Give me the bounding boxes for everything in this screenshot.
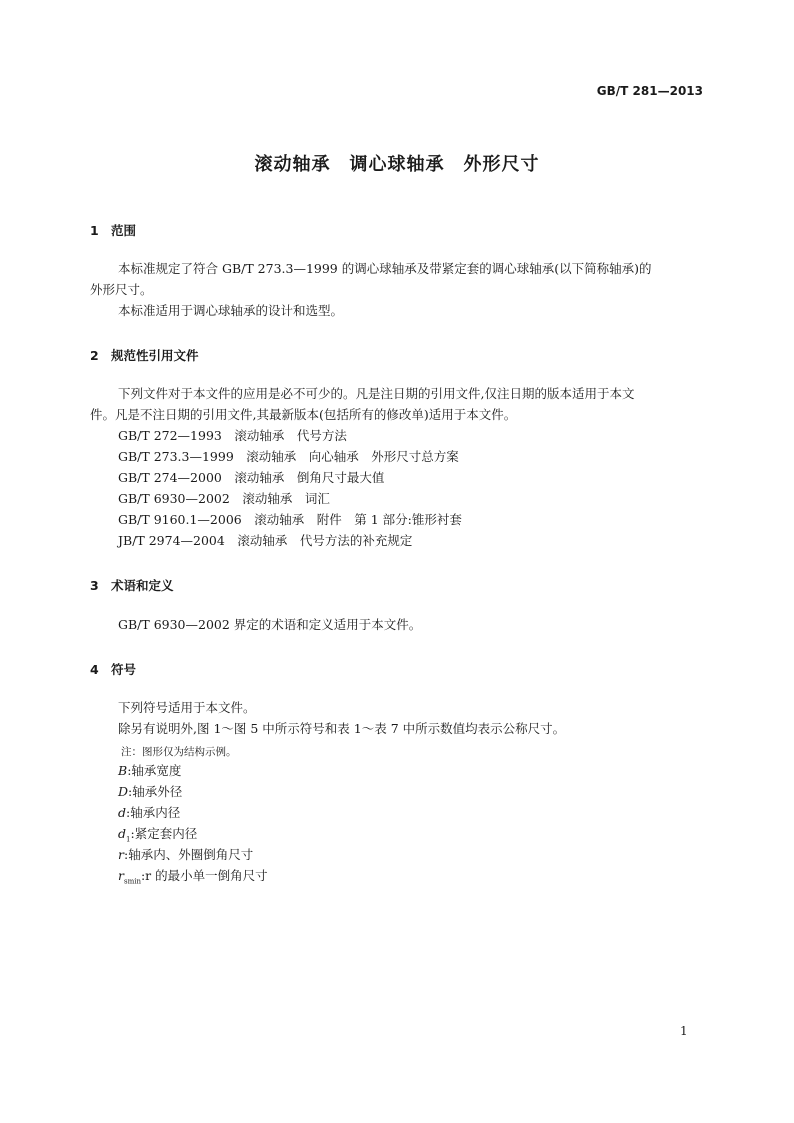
section-1-heading [90,221,136,239]
section-4-paragraph-2: 除另有说明外,图 1～图 5 中所示符号和表 1～表 7 中所示数值均表示公称尺寸。 [118,721,566,736]
reference-item: GB/T 274—2000 滚动轴承 倒角尺寸最大值 [118,470,385,485]
page-number: 1 [680,1024,688,1038]
section-3-heading [90,576,174,594]
section-1-paragraph-1-line-2: 外形尺寸。 [90,282,153,297]
symbol: d [118,826,127,841]
section-title: 规范性引用文件 [111,348,199,363]
section-number: 3 [90,578,99,593]
reference-item: GB/T 9160.1—2006 滚动轴承 附件 第 1 部分:锥形衬套 [118,512,462,527]
section-3-paragraph-1: GB/T 6930—2002 界定的术语和定义适用于本文件。 [118,617,422,632]
section-2-paragraph-1-line-2: 件。凡是不注日期的引用文件,其最新版本(包括所有的修改单)适用于本文件。 [90,407,517,422]
symbol-description: :轴承宽度 [127,763,182,778]
section-4-heading [90,660,136,678]
symbol-definition [118,849,253,862]
section-1-paragraph-2: 本标准适用于调心球轴承的设计和选型。 [118,303,344,318]
figure-note: 注：图形仅为结构示例。 [121,746,237,758]
section-number: 1 [90,223,99,238]
section-title: 范围 [111,223,137,238]
section-title: 术语和定义 [111,578,174,593]
reference-item: GB/T 273.3—1999 滚动轴承 向心轴承 外形尺寸总方案 [118,449,459,464]
standard-code: GB/T 281—2013 [596,84,703,98]
symbol-description: :轴承外径 [128,784,183,799]
symbol: r [118,868,124,883]
symbol-description: :紧定套内径 [130,826,198,841]
symbol-subscript: smin [123,877,141,886]
symbol-definition [118,807,180,820]
symbol: r [118,847,124,862]
symbol-definition [118,786,182,799]
section-number: 4 [90,662,99,677]
symbol-definition [118,870,268,886]
symbol: B [118,763,128,778]
reference-item: GB/T 272—1993 滚动轴承 代号方法 [118,428,347,443]
symbol-definition [118,828,197,844]
symbol: d [118,805,127,820]
section-number: 2 [90,348,99,363]
symbol: D [118,784,129,799]
reference-item: GB/T 6930—2002 滚动轴承 词汇 [118,491,330,506]
reference-item: JB/T 2974—2004 滚动轴承 代号方法的补充规定 [118,533,413,548]
section-2-heading [90,346,199,364]
symbol-description: :r 的最小单一倒角尺寸 [140,868,268,883]
section-4-paragraph-1: 下列符号适用于本文件。 [118,700,256,715]
section-title: 符号 [111,662,137,677]
section-2-paragraph-1-line-1: 下列文件对于本文件的应用是必不可少的。凡是注日期的引用文件,仅注日期的版本适用于本文 [118,386,635,401]
symbol-definition [118,765,181,778]
symbol-subscript: 1 [126,835,131,844]
document-title: 滚动轴承 调心球轴承 外形尺寸 [254,154,540,175]
symbol-description: :轴承内、外圈倒角尺寸 [123,847,254,862]
section-1-paragraph-1-line-1: 本标准规定了符合 GB/T 273.3—1999 的调心球轴承及带紧定套的调心球轴承(以下简称轴承)的 [118,261,652,276]
symbol-description: :轴承内径 [126,805,181,820]
